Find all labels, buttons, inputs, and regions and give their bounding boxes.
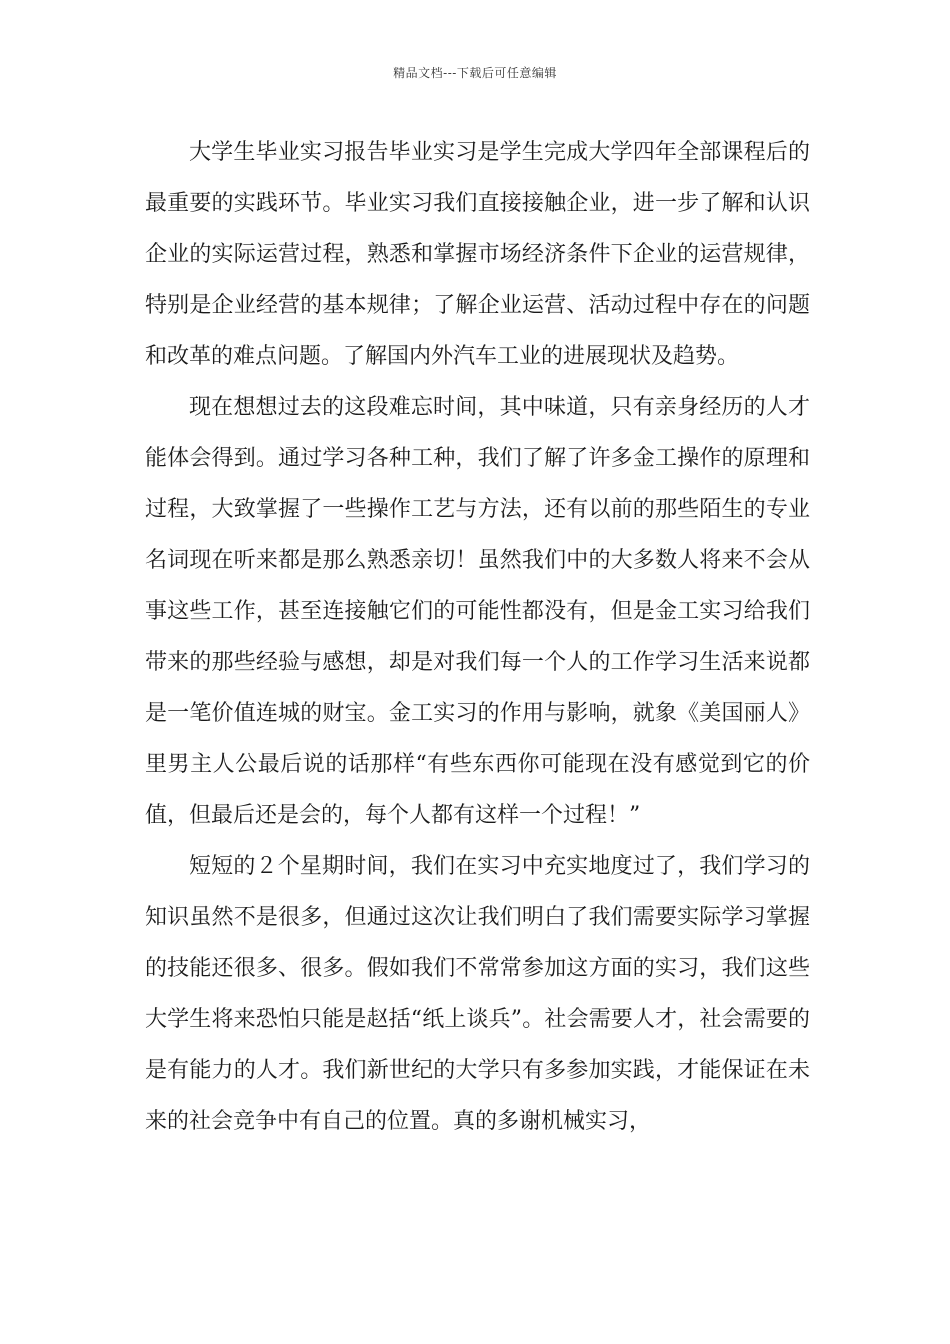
page-header: 精品文档---下载后可任意编辑 [393, 66, 557, 80]
paragraph-1: 大学生毕业实习报告毕业实习是学生完成大学四年全部课程后的最重要的实践环节。毕业实习我们直接接触企业，进一步了解和认识企业的实际运营过程，熟悉和掌握市场经济条件下企业的运营规律，特别是企业经营的基本规律；了解企业运营、活动过程中存在的问题和改革的难点问题。了解国内外汽车工业的进展现状及趋势。 [145, 140, 810, 369]
paragraph-3: 短短的２个星期时间，我们在实习中充实地度过了，我们学习的知识虽然不是很多，但通过这次让我们明白了我们需要实际学习掌握的技能还很多、很多。假如我们不常常参加这方面的实习，我们这些大学生将来恐怕只能是赵括“纸上谈兵”。社会需要人才，社会需要的是有能力的人才。我们新世纪的大学只有多参加实践，才能保证在未来的社会竞争中有自己的位置。真的多谢机械实习， [145, 854, 810, 1134]
paragraph-2: 现在想想过去的这段难忘时间，其中味道，只有亲身经历的人才能体会得到。通过学习各种工种，我们了解了许多金工操作的原理和过程，大致掌握了一些操作工艺与方法，还有以前的那些陌生的专业名词现在听来都是那么熟悉亲切！虽然我们中的大多数人将来不会从事这些工作，甚至连接触它们的可能性都没有，但是金工实习给我们带来的那些经验与感想，却是对我们每一个人的工作学习生活来说都是一笔价值连城的财宝。金工实习的作用与影响，就象《美国丽人》里男主人公最后说的话那样“有些东西你可能现在没有感觉到它的价值，但最后还是会的，每个人都有这样一个过程！” [145, 395, 810, 828]
document-body [145, 127, 810, 1147]
